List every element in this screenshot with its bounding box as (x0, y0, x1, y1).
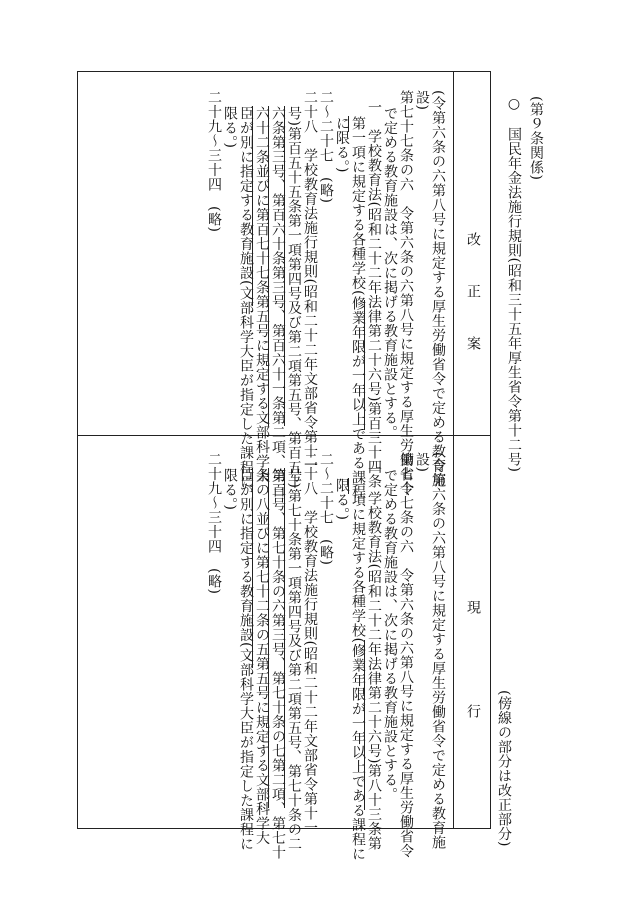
revised-line: 臣が別に指定する教育施設(文部科学大臣が指定した課程に (238, 106, 254, 489)
underline-note: (傍線の部分は改正部分) (496, 690, 512, 847)
current-line: (令第六条の六第八号に規定する厚生労働省令で定める教育施 (430, 452, 446, 850)
revision-underline (348, 116, 349, 132)
law-title: ○ 国民年金法施行規則(昭和三十五年厚生省令第十二号) (506, 96, 522, 473)
revision-underline (252, 468, 253, 668)
current-line: 限る。) (334, 478, 350, 521)
revised-line: 第一項に規定する各種学校(修業年限が一年以上である課程 (350, 116, 366, 499)
current-line: 臣が別に指定する教育施設(文部科学大臣が指定した課程に (238, 468, 254, 851)
current-line: 号)第七十条第一項第四号及び第二項第五号、第七十条の二 (286, 468, 302, 851)
current-column-header: 現 行 (465, 600, 481, 730)
revision-underline (268, 106, 269, 426)
revised-line: 二〜二十七 (略) (318, 90, 334, 204)
revised-line: 号)第百五十五条第一項第四号及び第二項第五号、第百五十 (286, 106, 302, 489)
revised-line: 二十八 学校教育法施行規則(昭和二十二年文部省令第十一 (302, 90, 318, 473)
related-article-label: (第９条関係) (528, 96, 544, 181)
current-line: 二十八 学校教育法施行規則(昭和二十二年文部省令第十一 (302, 452, 318, 835)
revision-underline (348, 478, 349, 494)
revision-underline (364, 300, 365, 430)
revised-line: 六十二条並びに第百七十七条第五号に規定する文部科学大 (254, 106, 270, 483)
current-line: 一 学校教育法(昭和二十二年法律第二十六号)第八十三条第 (366, 462, 382, 851)
current-line: 第三号、第七十条の六第三号、第七十条の七第二項、第七十 (270, 468, 286, 860)
revision-underline (268, 468, 269, 808)
revision-underline (252, 106, 253, 306)
current-line: 二十九〜三十四 (略) (206, 452, 222, 595)
revised-line: 六条第三号、第百六十条第三号、第百六十一条第二項、第百 (270, 106, 286, 498)
current-line: 一項に規定する各種学校(修業年限が一年以上である課程に (350, 478, 366, 861)
revised-line: に限る。) (334, 116, 350, 173)
current-line: 設) (414, 452, 430, 473)
revised-line: 二十九〜三十四 (略) (206, 90, 222, 233)
current-line: 限る。) (222, 468, 238, 511)
revised-column-header: 改 正 案 (465, 232, 481, 362)
revision-underline (284, 468, 285, 808)
current-line: 第七十七条の六 令第六条の六第八号に規定する厚生労働省令 (398, 452, 414, 858)
revised-line: 一 学校教育法(昭和二十二年法律第二十六号)第百三十四条 (366, 100, 382, 489)
revision-underline (364, 640, 365, 810)
revised-line: で定める教育施設は、次に掲げる教育施設とする。 (382, 106, 398, 440)
revised-line: 設) (414, 90, 430, 111)
revised-line: 限る。) (222, 106, 238, 149)
revised-line: (令第六条の六第八号に規定する厚生労働省令で定める教育施 (430, 90, 446, 488)
revised-line: 第七十七条の六 令第六条の六第八号に規定する厚生労働省令 (398, 90, 414, 496)
current-line: 条の八並びに第七十二条の五第五号に規定する文部科学大 (254, 468, 270, 845)
revision-underline (284, 106, 285, 426)
current-line: 二〜二十七 (略) (318, 452, 334, 566)
current-line: で定める教育施設は、次に掲げる教育施設とする。 (382, 468, 398, 802)
